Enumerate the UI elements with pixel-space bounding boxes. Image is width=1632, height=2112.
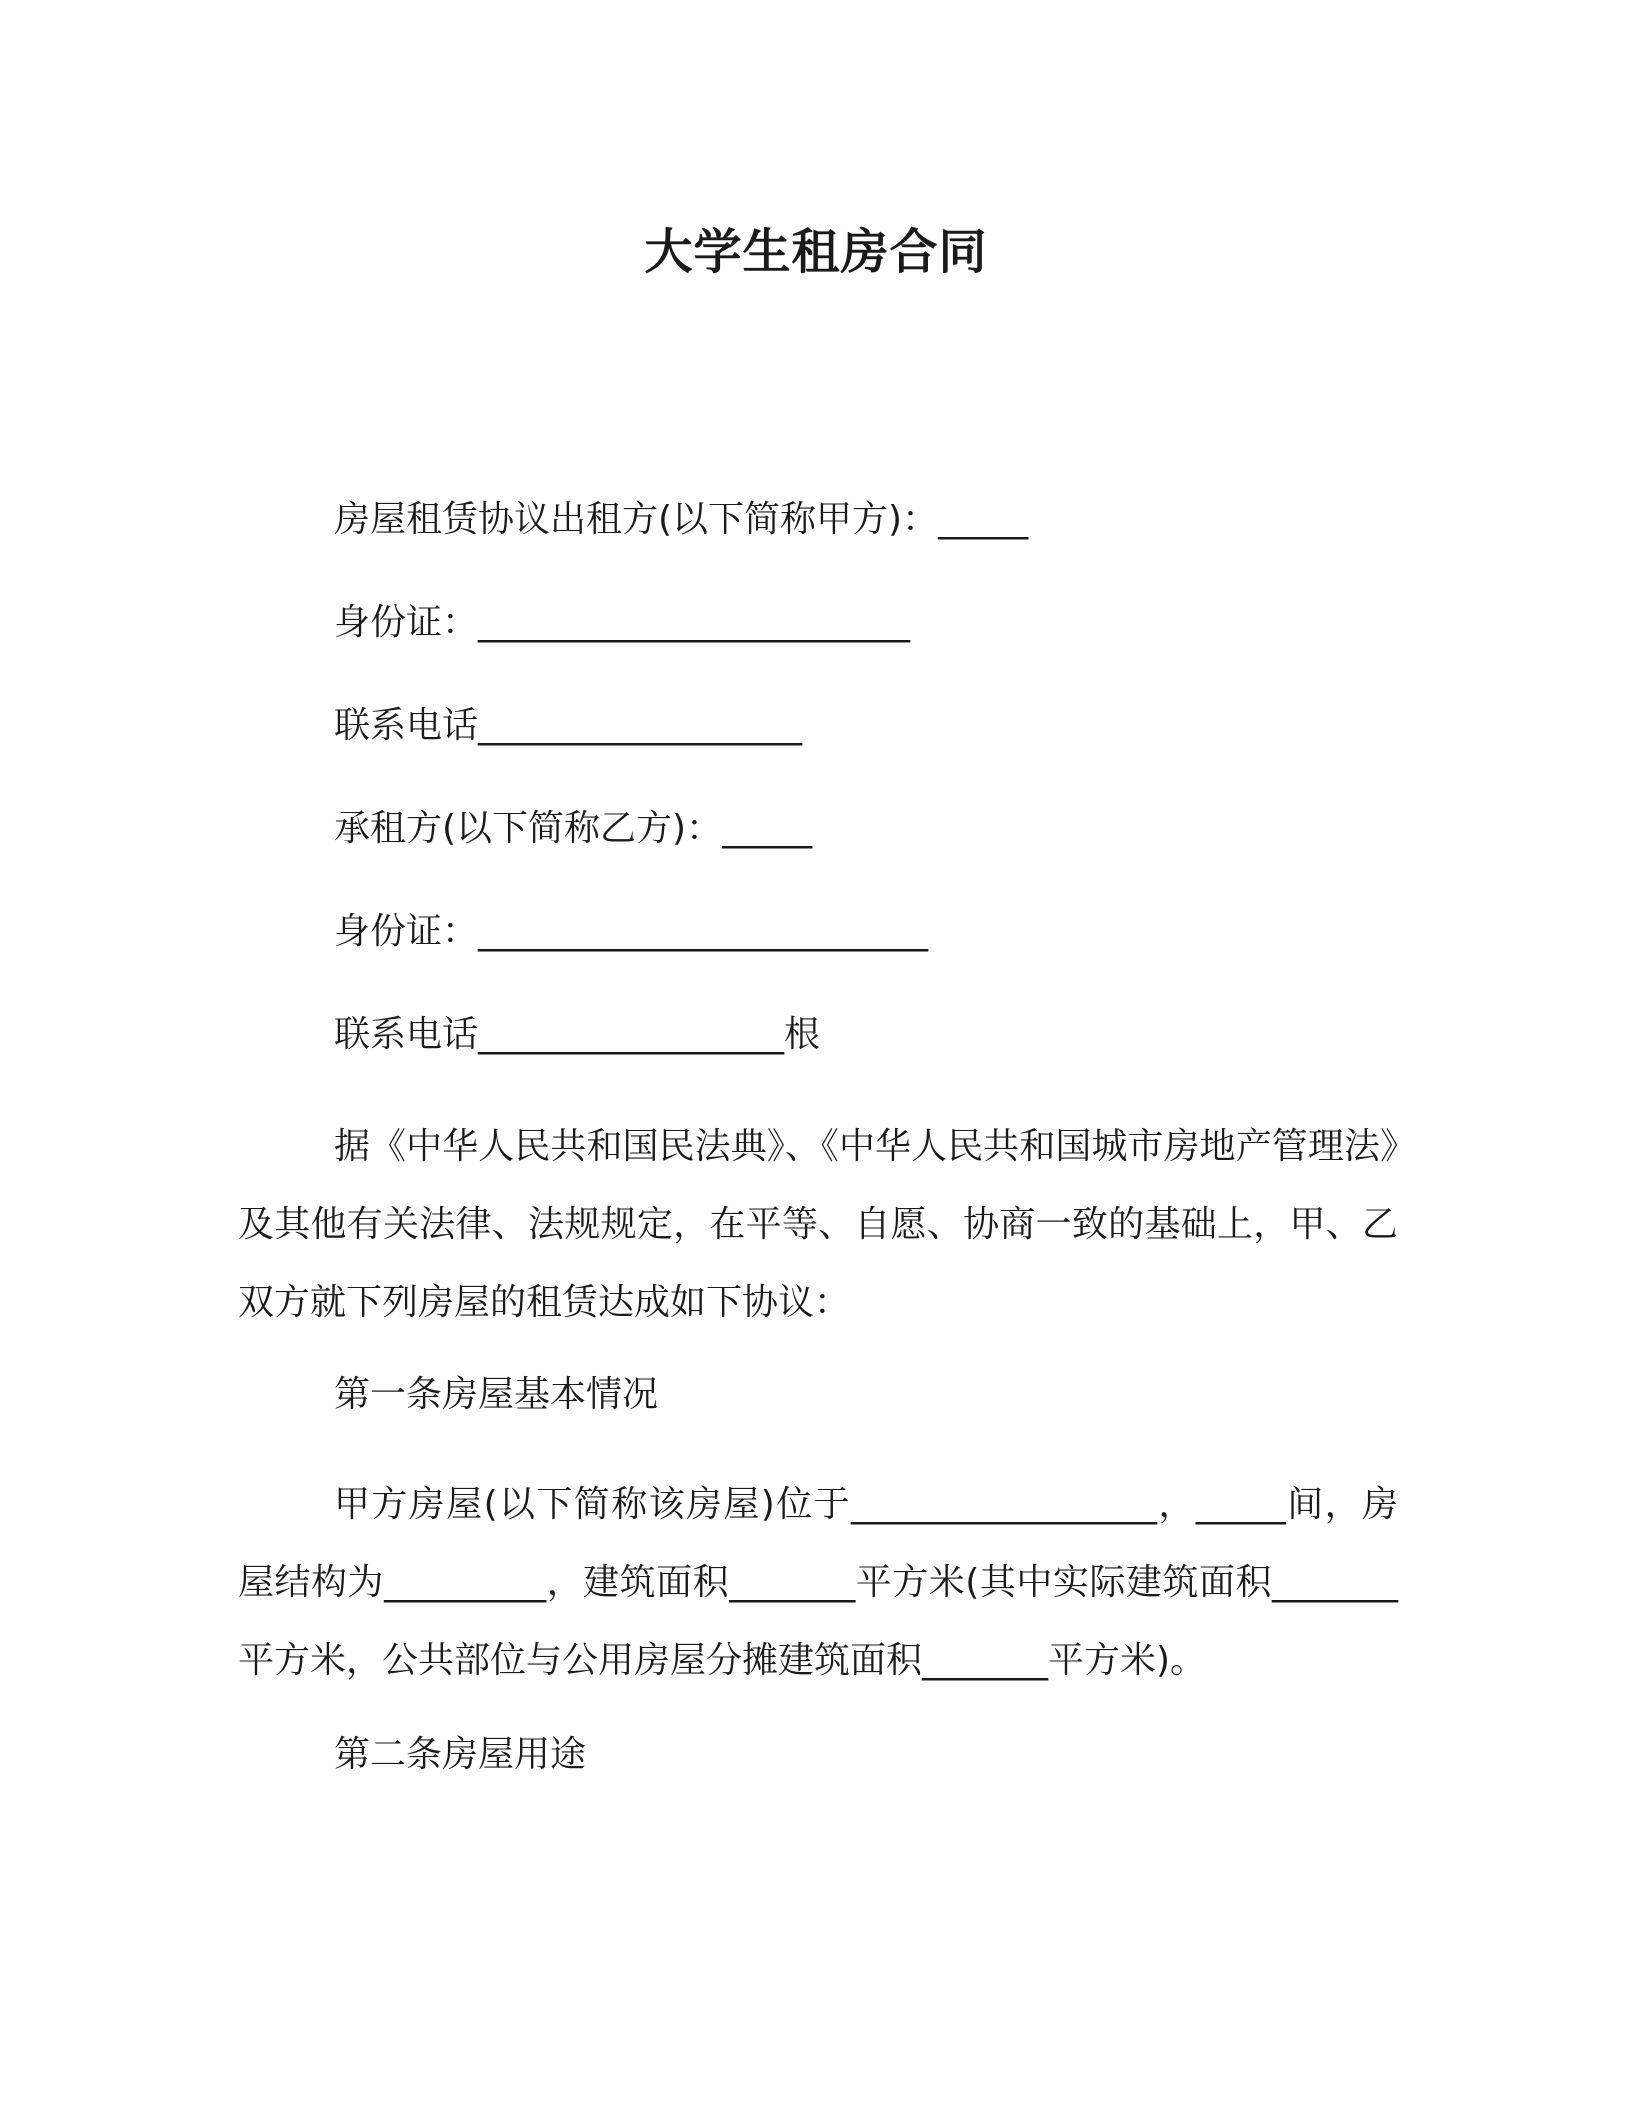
lessee-phone-line: 联系电话_________________根 [334, 1014, 821, 1055]
lessor-phone-line: 联系电话__________________ [334, 705, 803, 746]
article-2-heading: 第二条房屋用途 [334, 1734, 587, 1775]
document-title: 大学生租房合同 [644, 224, 988, 280]
lessor-line: 房屋租赁协议出租方(以下简称甲方)：_____ [334, 499, 1029, 540]
lessee-id-line: 身份证：_________________________ [334, 911, 929, 952]
lessee-line: 承租方(以下简称乙方)：_____ [334, 808, 813, 849]
lessor-id-line: 身份证：________________________ [334, 602, 911, 643]
article-1-heading: 第一条房屋基本情况 [334, 1374, 659, 1415]
article-1-body: 甲方房屋(以下简称该房屋)位于_________________，_____间，房屋结构为_________，建筑面积_______平方米(其中实际建筑面积_______平方米，公共部位与公用房屋分摊建筑面积_______平方米)。 [238, 1484, 1398, 1681]
preamble-paragraph: 据《中华人民共和国民法典》、《中华人民共和国城市房地产管理法》及其他有关法律、法规规定，在平等、自愿、协商一致的基础上，甲、乙双方就下列房屋的租赁达成如下协议： [238, 1126, 1398, 1323]
